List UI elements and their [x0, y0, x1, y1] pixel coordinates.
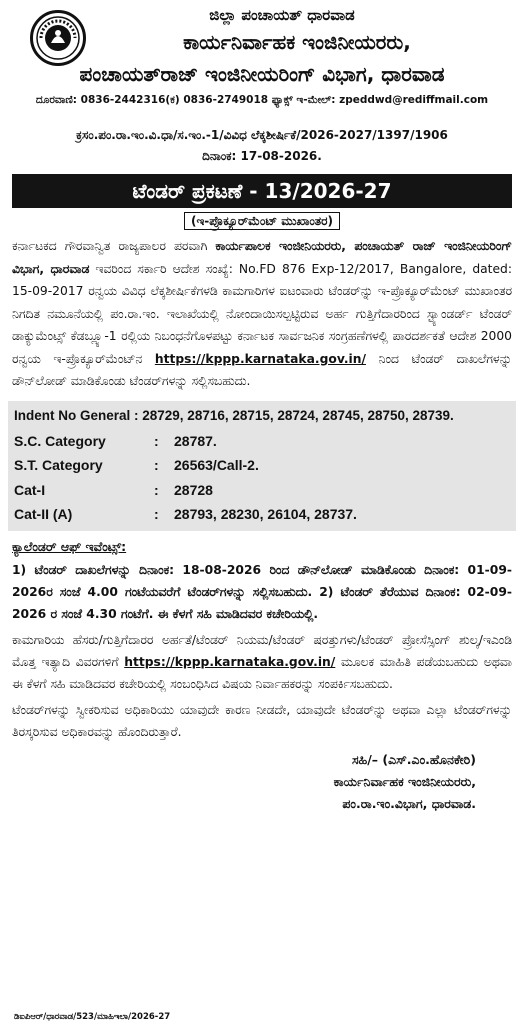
procurement-mode [12, 214, 512, 229]
indent-list [8, 401, 516, 531]
indent-category-value: 28728 [174, 481, 213, 498]
indent-category-name: S.C. Category [14, 432, 106, 449]
indent-category-value: 28793, 28230, 26104, 28737. [174, 506, 357, 522]
indent-category-name: Cat-I [14, 481, 46, 498]
rights-paragraph: ಟೆಂಡರ್‌ಗಳನ್ನು ಸ್ವೀಕರಿಸುವ ಅಧಿಕಾರಿಯು ಯಾವುದೇ ಕಾರಣ ನೀಡದೇ, ಯಾವುದೇ ಟೆಂಡರ್‌ನ್ನು ಅಥವಾ ಎಲ್ಲಾ ಟೆಂಡರ್‌ಗಳನ್ನು ತಿರಸ್ಕರಿಸುವ ಅಧಿಕಾರವನ್ನು ಹೊಂದಿರುತ್ತಾರೆ. [12, 702, 512, 739]
info-paragraph [12, 629, 512, 695]
notice-date: ದಿನಾಂಕ: 17-08-2026. [202, 149, 322, 163]
division-title: ಪಂಚಾಯತ್‌ರಾಜ್ ಇಂಜಿನೀಯರಿಂಗ್ ವಿಭಾಗ, ಧಾರವಾಡ [79, 62, 445, 86]
kppp-portal-link-2[interactable]: https://kppp.karnataka.gov.in/ [124, 654, 336, 669]
reference-number: ಕ್ರಸಂ.ಪಂ.ರಾ.ಇಂ.ವಿ.ಧಾ/ಸ.ಇಂ.-1/ವಿವಿಧ ಲೆಕ್ಕಶೀರ್ಷಿಕೆ/2026-2027/1397/1906 [76, 128, 448, 142]
office-header [12, 0, 512, 112]
tender-banner: ಟೆಂಡರ್ ಪ್ರಕಟಣೆ - 13/2026-27 [12, 174, 512, 208]
indent-colon: : [154, 432, 159, 449]
indent-row [14, 502, 510, 527]
calendar-title: ಕ್ಯಾಲೆಂಡರ್ ಆಫ್ ಇವೆಂಟ್ಸ್: [12, 538, 127, 554]
procurement-mode-label: (ಇ-ಪ್ರೊಕ್ಯೂರ್‌ಮೆಂಟ್ ಮುಖಾಂತರ) [184, 212, 340, 230]
authority-name: ಕಾರ್ಯಪಾಲಕ ಇಂಜೀನಿಯರರು, ಪಂಚಾಯತ್ ರಾಜ್ ಇಂಜಿನೀಯರಿಂಗ್ ವಿಭಾಗ, ಧಾರವಾಡ [12, 239, 512, 276]
signature-designation: ಕಾರ್ಯನಿರ್ವಾಹಕ ಇಂಜಿನೀಯರರು, [333, 773, 476, 789]
indent-general: Indent No General : 28729, 28716, 28715, 28724, 28745, 28750, 28739. [14, 407, 454, 423]
signature-block [12, 749, 512, 815]
indent-category-name: S.T. Category [14, 457, 103, 473]
district-panchayat-title: ಜಿಲ್ಲಾ ಪಂಚಾಯತ್ ಧಾರವಾಡ [209, 6, 355, 24]
kppp-portal-link[interactable]: https://kppp.karnataka.gov.in/ [154, 351, 366, 366]
indent-category-value: 26563/Call-2. [174, 457, 259, 473]
indent-colon: : [154, 506, 159, 522]
main-paragraph-rest: ಇವರಿಂದ ಸರ್ಕಾರಿ ಆದೇಶ ಸಂಖ್ಯೆ: No.FD 876 Exp-12/2017, Bangalore, dated: 15-09-2017 ರನ್ವಯ ವಿವಿಧ ಲೆಕ್ಕಶೀರ್ಷಿಕೆಗಳಡಿ ಕಾಮಗಾರಿಗಳ ಐಟಂವಾರು ಟೆಂಡರ್‌ನ್ನು ಇ-ಪ್ರೊಕ್ಯೂರ್‌ಮೆಂಟ್ ಮುಖಾಂತರ ನಿಗದಿತ ನಮೂನೆಯಲ್ಲಿ ಪಂ.ರಾ.ಇಂ. ಇಲಾಖೆಯಲ್ಲಿ ನೋಂದಾಯಿಸಲ್ಪಟ್ಟಿರುವ ಅರ್ಹ ಗುತ್ತಿಗೆದಾರರಿಂದ ಸ್ಟ್ಯಾಂಡರ್ಡ್ ಟೆಂಡರ್ ಡಾಕ್ಯುಮೆಂಟ್ಸ್ ಕೆಡಬ್ಲ್ಯೂ-1 ರಲ್ಲಿಯ ನಿಬಂಧನೆಗೊಳಪಟ್ಟು ಕರ್ನಾಟಕ ಸಾರ್ವಜನಿಕ ಸಂಗ್ರಹಣೆಗಳಲ್ಲಿ ಪಾರದರ್ಶಕತೆ ಆದೇಶ 2000 ರನ್ವಯ ಇ-ಪ್ರೊಕ್ಯೂರ್‌ಮೆಂಟ್‌ನ [12, 261, 512, 366]
indent-colon: : [154, 457, 159, 473]
contact-line: ದೂರವಾಣಿ: 0836-2442316(ಕ) 0836-2749018 ಫ್ಯಾಕ್ಸ್ ಇ-ಮೇಲ್: zpeddwd@rediffmail.com [35, 94, 489, 106]
indent-row [14, 453, 510, 478]
calendar-text: 1) ಟೆಂಡರ್ ದಾಖಲೆಗಳನ್ನು ದಿನಾಂಕ: 18-08-2026 ರಿಂದ ಡೌನ್‌ಲೋಡ್ ಮಾಡಿಕೊಂಡು ದಿನಾಂಕ: 01-09-2026ರ ಸಂಜೆ 4.00 ಗಂಟೆಯವರೆಗೆ ಟೆಂಡರ್‌ಗಳನ್ನು ಸಲ್ಲಿಸಬಹುದು. 2) ಟೆಂಡರ್ ತೆರೆಯುವ ದಿನಾಂಕ: 02-09-2026 ರ ಸಂಜೆ 4.30 ಗಂಟೆಗೆ. ಈ ಕೆಳಗೆ ಸಹಿ ಮಾಡಿದವರ ಕಚೇರಿಯಲ್ಲಿ. [12, 562, 512, 621]
dipr-code: ಡಿಐಪಿಆರ್/ಧಾರವಾಡ/523/ಮಾಹಿಇಲಾ/2026-27 [14, 1012, 171, 1022]
indent-colon: : [154, 481, 159, 498]
main-paragraph-start: ಕರ್ನಾಟಕದ ಗೌರವಾನ್ವಿತ ರಾಜ್ಯಪಾಲರ ಪರವಾಗಿ [12, 239, 216, 253]
signature-office: ಪಂ.ರಾ.ಇಂ.ವಿಭಾಗ, ಧಾರವಾಡ. [342, 795, 476, 811]
indent-row [14, 478, 510, 503]
executive-engineer-title: ಕಾರ್ಯನಿರ್ವಾಹಕ ಇಂಜಿನೀಯರರು, [183, 30, 411, 54]
main-paragraph [12, 235, 512, 393]
signature-name: ಸಹಿ/– (ಎಸ್.ಎಂ.ಹೊನಕೇರಿ) [351, 751, 476, 767]
indent-category-value: 28787. [174, 432, 217, 449]
indent-row [14, 429, 510, 454]
info-end: ಮೂಲಕ ಮಾಹಿತಿ ಪಡೆಯಬಹುದು ಅಥವಾ ಈ ಕೆಳಗೆ ಸಹಿ ಮಾಡಿದವರ ಕಚೇರಿಯಲ್ಲಿ ಸಂಬಂಧಿಸಿದ ವಿಷಯ ನಿರ್ವಾಹಕರನ್ನು ಸಂಪರ್ಕಿಸಬಹುದು. [12, 654, 513, 691]
info-start: ಕಾಮಗಾರಿಯ ಹೆಸರು/ಗುತ್ತಿಗೆದಾರರ ಅರ್ಹತೆ/ಟೆಂಡರ್ ನಿಯಮ/ಟೆಂಡರ್ ಷರತ್ತುಗಳು/ಟೆಂಡರ್ ಪ್ರೋಸೆಸ್ಸಿಂಗ್ ಶುಲ್ಕ/ಇಎಂಡಿ ಮೊತ್ತ ಇತ್ಯಾದಿ ವಿವರಗಳಿಗೆ [12, 632, 512, 669]
indent-category-name: Cat-II (A) [14, 506, 73, 522]
main-paragraph-end: ನಿಂದ ಟೆಂಡರ್ ದಾಖಲೆಗಳನ್ನು ಡೌನ್‌ಲೋಡ್ ಮಾಡಿಕೊಂಡು ಟೆಂಡರ್‌ಗಳನ್ನು ಸಲ್ಲಿಸಬಹುದು. [12, 351, 512, 388]
